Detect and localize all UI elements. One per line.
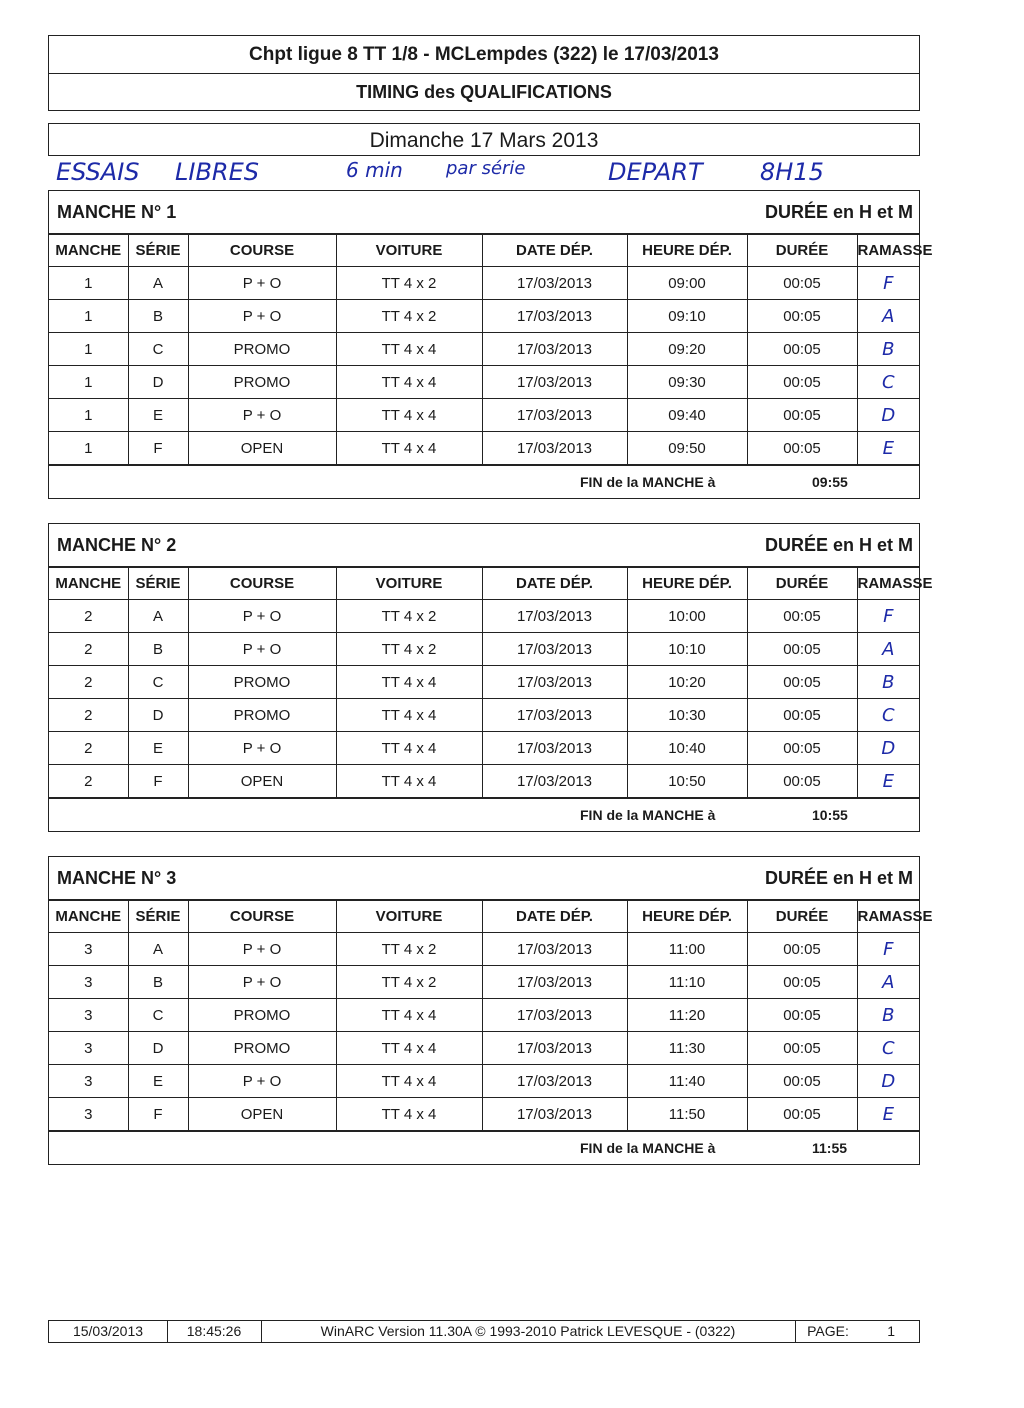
col-ramasse-cell: D (857, 1065, 919, 1098)
col-ramasse-cell: D (857, 399, 919, 432)
table-row (49, 333, 919, 366)
col-course-cell: P + O (188, 300, 336, 333)
col-serie-cell: F (128, 1098, 188, 1131)
col-date-cell: 17/03/2013 (482, 765, 627, 798)
col-voiture-cell: TT 4 x 2 (336, 600, 482, 633)
manche-table (49, 234, 933, 465)
col-duree-cell: 00:05 (747, 1098, 857, 1131)
col-manche-header: MANCHE (49, 235, 128, 267)
col-manche-cell: 3 (49, 1032, 128, 1065)
col-manche-cell: 3 (49, 999, 128, 1032)
col-ramasse-cell: F (857, 600, 919, 633)
col-heure-cell: 11:30 (627, 1032, 747, 1065)
table-row (49, 300, 919, 333)
col-manche-header: MANCHE (49, 901, 128, 933)
manche-block-3 (48, 856, 933, 1165)
col-ramasse-cell: E (857, 765, 919, 798)
col-course-cell: PROMO (188, 666, 336, 699)
col-course-cell: P + O (188, 600, 336, 633)
table-row (49, 399, 919, 432)
col-course-cell: PROMO (188, 333, 336, 366)
col-date-cell: 17/03/2013 (482, 966, 627, 999)
table-row (49, 267, 919, 300)
col-serie-cell: B (128, 300, 188, 333)
document-header (48, 35, 920, 111)
col-voiture-cell: TT 4 x 4 (336, 1065, 482, 1098)
col-heure-cell: 11:40 (627, 1065, 747, 1098)
col-manche-cell: 1 (49, 267, 128, 300)
col-date-header: DATE DÉP. (482, 235, 627, 267)
col-ramasse-cell: C (857, 366, 919, 399)
footer-print-time: 18:45:26 (167, 1321, 262, 1342)
col-date-cell: 17/03/2013 (482, 267, 627, 300)
col-serie-header: SÉRIE (128, 901, 188, 933)
table-row (49, 765, 919, 798)
col-voiture-cell: TT 4 x 4 (336, 399, 482, 432)
col-date-cell: 17/03/2013 (482, 633, 627, 666)
col-serie-cell: E (128, 732, 188, 765)
col-serie-cell: D (128, 366, 188, 399)
col-ramasse-cell: D (857, 732, 919, 765)
document-title: Chpt ligue 8 TT 1/8 - MCLempdes (322) le 17/03/2013 (49, 36, 919, 74)
col-serie-cell: B (128, 633, 188, 666)
manche-table (49, 567, 933, 798)
col-heure-cell: 10:50 (627, 765, 747, 798)
col-ramasse-header: RAMASSE (857, 901, 919, 933)
col-voiture-cell: TT 4 x 4 (336, 732, 482, 765)
col-course-header: COURSE (188, 901, 336, 933)
col-manche-cell: 3 (49, 1098, 128, 1131)
manche-table (49, 900, 933, 1131)
manche-title: MANCHE N° 3 (57, 868, 177, 888)
col-serie-cell: A (128, 600, 188, 633)
col-voiture-cell: TT 4 x 4 (336, 432, 482, 465)
handwritten-note (48, 156, 920, 192)
col-serie-cell: B (128, 966, 188, 999)
handwritten-depart: DEPART (608, 158, 703, 186)
col-manche-cell: 1 (49, 366, 128, 399)
col-voiture-cell: TT 4 x 4 (336, 699, 482, 732)
col-serie-header: SÉRIE (128, 235, 188, 267)
col-course-header: COURSE (188, 235, 336, 267)
col-date-cell: 17/03/2013 (482, 600, 627, 633)
col-serie-cell: F (128, 765, 188, 798)
col-ramasse-cell: E (857, 432, 919, 465)
col-duree-cell: 00:05 (747, 1032, 857, 1065)
col-ramasse-cell: C (857, 699, 919, 732)
col-heure-cell: 10:10 (627, 633, 747, 666)
col-duree-cell: 00:05 (747, 966, 857, 999)
col-serie-cell: C (128, 999, 188, 1032)
col-date-header: DATE DÉP. (482, 901, 627, 933)
footer-software: WinARC Version 11.30A © 1993-2010 Patrick LEVESQUE - (0322) (261, 1321, 796, 1342)
col-manche-header: MANCHE (49, 568, 128, 600)
col-voiture-cell: TT 4 x 2 (336, 966, 482, 999)
col-course-cell: OPEN (188, 1098, 336, 1131)
col-date-cell: 17/03/2013 (482, 366, 627, 399)
col-voiture-header: VOITURE (336, 901, 482, 933)
col-course-cell: P + O (188, 732, 336, 765)
duree-label: DURÉE en H et M (764, 202, 913, 222)
col-date-cell: 17/03/2013 (482, 300, 627, 333)
col-ramasse-cell: B (857, 333, 919, 366)
col-duree-header: DURÉE (747, 568, 857, 600)
col-voiture-cell: TT 4 x 2 (336, 633, 482, 666)
table-row (49, 1098, 919, 1131)
col-heure-header: HEURE DÉP. (627, 901, 747, 933)
col-manche-cell: 3 (49, 1065, 128, 1098)
col-heure-cell: 09:20 (627, 333, 747, 366)
col-voiture-cell: TT 4 x 2 (336, 267, 482, 300)
handwritten-libres: LIBRES (175, 158, 259, 186)
col-ramasse-cell: C (857, 1032, 919, 1065)
table-row (49, 432, 919, 465)
col-heure-cell: 09:40 (627, 399, 747, 432)
fin-label: FIN de la MANCHE à (580, 807, 716, 823)
footer-page-number: 1 (887, 1323, 895, 1339)
col-ramasse-cell: B (857, 666, 919, 699)
col-duree-header: DURÉE (747, 235, 857, 267)
col-manche-cell: 2 (49, 732, 128, 765)
col-duree-cell: 00:05 (747, 732, 857, 765)
handwritten-duration: 6 min (346, 158, 403, 182)
duree-label: DURÉE en H et M (764, 535, 913, 555)
col-duree-cell: 00:05 (747, 333, 857, 366)
col-serie-header: SÉRIE (128, 568, 188, 600)
col-duree-header: DURÉE (747, 901, 857, 933)
table-row (49, 1065, 919, 1098)
col-ramasse-cell: B (857, 999, 919, 1032)
handwritten-start-time: 8H15 (760, 158, 824, 186)
col-ramasse-cell: A (857, 300, 919, 333)
col-heure-header: HEURE DÉP. (627, 568, 747, 600)
col-voiture-cell: TT 4 x 2 (336, 300, 482, 333)
fin-time: 10:55 (812, 807, 848, 823)
col-date-cell: 17/03/2013 (482, 666, 627, 699)
fin-time: 09:55 (812, 474, 848, 490)
col-duree-cell: 00:05 (747, 366, 857, 399)
col-course-cell: P + O (188, 933, 336, 966)
footer-page-label: PAGE: (807, 1323, 849, 1339)
col-duree-cell: 00:05 (747, 633, 857, 666)
day-heading: Dimanche 17 Mars 2013 (48, 123, 920, 156)
col-heure-cell: 10:40 (627, 732, 747, 765)
handwritten-essais: ESSAIS (56, 158, 140, 186)
col-date-cell: 17/03/2013 (482, 399, 627, 432)
col-date-cell: 17/03/2013 (482, 333, 627, 366)
col-duree-cell: 00:05 (747, 1065, 857, 1098)
col-date-header: DATE DÉP. (482, 568, 627, 600)
document-footer (48, 1320, 920, 1343)
table-row (49, 1032, 919, 1065)
col-date-cell: 17/03/2013 (482, 1065, 627, 1098)
col-heure-cell: 09:10 (627, 300, 747, 333)
col-duree-cell: 00:05 (747, 999, 857, 1032)
col-course-header: COURSE (188, 568, 336, 600)
col-voiture-cell: TT 4 x 4 (336, 1032, 482, 1065)
col-course-cell: PROMO (188, 699, 336, 732)
table-row (49, 366, 919, 399)
col-serie-cell: F (128, 432, 188, 465)
col-date-cell: 17/03/2013 (482, 732, 627, 765)
col-manche-cell: 1 (49, 300, 128, 333)
col-duree-cell: 00:05 (747, 267, 857, 300)
table-row (49, 600, 919, 633)
col-serie-cell: D (128, 1032, 188, 1065)
col-manche-cell: 1 (49, 399, 128, 432)
col-ramasse-cell: F (857, 933, 919, 966)
col-manche-cell: 2 (49, 765, 128, 798)
col-duree-cell: 00:05 (747, 600, 857, 633)
col-serie-cell: D (128, 699, 188, 732)
manche-block-2 (48, 523, 933, 832)
fin-time: 11:55 (812, 1140, 848, 1156)
col-duree-cell: 00:05 (747, 300, 857, 333)
col-manche-cell: 3 (49, 966, 128, 999)
col-course-cell: PROMO (188, 999, 336, 1032)
col-date-cell: 17/03/2013 (482, 999, 627, 1032)
col-course-cell: OPEN (188, 432, 336, 465)
col-course-cell: P + O (188, 633, 336, 666)
col-manche-cell: 2 (49, 666, 128, 699)
col-heure-cell: 11:50 (627, 1098, 747, 1131)
col-course-cell: PROMO (188, 366, 336, 399)
col-ramasse-cell: F (857, 267, 919, 300)
col-serie-cell: A (128, 267, 188, 300)
col-voiture-cell: TT 4 x 2 (336, 933, 482, 966)
col-heure-cell: 11:00 (627, 933, 747, 966)
col-ramasse-header: RAMASSE (857, 568, 919, 600)
col-date-cell: 17/03/2013 (482, 933, 627, 966)
fin-label: FIN de la MANCHE à (580, 1140, 716, 1156)
col-serie-cell: C (128, 666, 188, 699)
manche-block-1 (48, 190, 933, 499)
col-serie-cell: A (128, 933, 188, 966)
table-row (49, 699, 919, 732)
col-manche-cell: 3 (49, 933, 128, 966)
document-subtitle: TIMING des QUALIFICATIONS (356, 82, 612, 102)
duree-label: DURÉE en H et M (764, 868, 913, 888)
col-course-cell: P + O (188, 1065, 336, 1098)
col-date-cell: 17/03/2013 (482, 432, 627, 465)
col-voiture-cell: TT 4 x 4 (336, 366, 482, 399)
col-voiture-cell: TT 4 x 4 (336, 666, 482, 699)
col-serie-cell: E (128, 399, 188, 432)
col-course-cell: P + O (188, 399, 336, 432)
manche-title: MANCHE N° 2 (57, 535, 177, 555)
col-manche-cell: 1 (49, 333, 128, 366)
col-ramasse-cell: A (857, 966, 919, 999)
table-row (49, 966, 919, 999)
col-heure-header: HEURE DÉP. (627, 235, 747, 267)
col-voiture-header: VOITURE (336, 568, 482, 600)
fin-label: FIN de la MANCHE à (580, 474, 716, 490)
col-serie-cell: E (128, 1065, 188, 1098)
col-heure-cell: 11:20 (627, 999, 747, 1032)
col-course-cell: OPEN (188, 765, 336, 798)
col-duree-cell: 00:05 (747, 933, 857, 966)
col-ramasse-cell: A (857, 633, 919, 666)
col-duree-cell: 00:05 (747, 699, 857, 732)
col-date-cell: 17/03/2013 (482, 699, 627, 732)
col-voiture-cell: TT 4 x 4 (336, 1098, 482, 1131)
col-heure-cell: 10:00 (627, 600, 747, 633)
col-course-cell: P + O (188, 966, 336, 999)
col-ramasse-cell: E (857, 1098, 919, 1131)
table-row (49, 633, 919, 666)
col-voiture-cell: TT 4 x 4 (336, 765, 482, 798)
table-row (49, 732, 919, 765)
col-heure-cell: 09:50 (627, 432, 747, 465)
col-heure-cell: 10:20 (627, 666, 747, 699)
col-course-cell: PROMO (188, 1032, 336, 1065)
col-manche-cell: 2 (49, 699, 128, 732)
col-heure-cell: 10:30 (627, 699, 747, 732)
col-date-cell: 17/03/2013 (482, 1098, 627, 1131)
col-voiture-cell: TT 4 x 4 (336, 999, 482, 1032)
col-heure-cell: 09:00 (627, 267, 747, 300)
col-voiture-header: VOITURE (336, 235, 482, 267)
footer-print-date: 15/03/2013 (49, 1321, 168, 1342)
col-ramasse-header: RAMASSE (857, 235, 919, 267)
col-manche-cell: 2 (49, 600, 128, 633)
col-voiture-cell: TT 4 x 4 (336, 333, 482, 366)
col-heure-cell: 09:30 (627, 366, 747, 399)
col-duree-cell: 00:05 (747, 765, 857, 798)
col-duree-cell: 00:05 (747, 666, 857, 699)
col-heure-cell: 11:10 (627, 966, 747, 999)
manche-title: MANCHE N° 1 (57, 202, 177, 222)
table-row (49, 999, 919, 1032)
col-manche-cell: 1 (49, 432, 128, 465)
col-course-cell: P + O (188, 267, 336, 300)
table-row (49, 933, 919, 966)
col-date-cell: 17/03/2013 (482, 1032, 627, 1065)
col-serie-cell: C (128, 333, 188, 366)
handwritten-per-series: par série (446, 158, 526, 179)
col-duree-cell: 00:05 (747, 399, 857, 432)
table-row (49, 666, 919, 699)
col-duree-cell: 00:05 (747, 432, 857, 465)
col-manche-cell: 2 (49, 633, 128, 666)
